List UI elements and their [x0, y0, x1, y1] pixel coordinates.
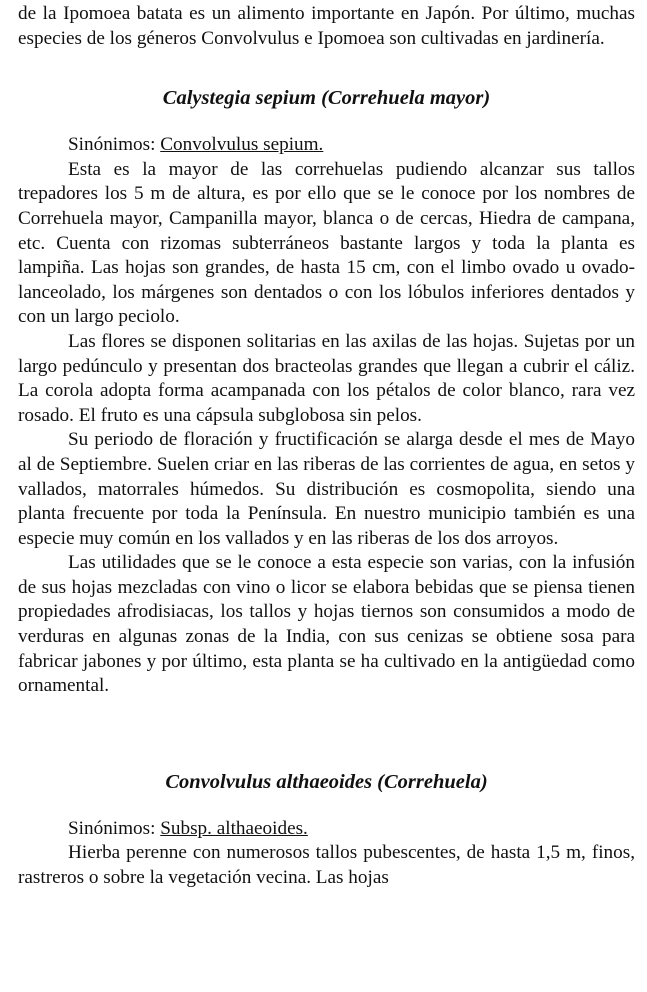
body-paragraph: Hierba perenne con numerosos tallos pubescentes, de hasta 1,5 m, finos, rastreros o sobre la vegetación vecina. Las hojas [18, 842, 635, 889]
synonyms-line [18, 817, 635, 842]
section-calystegia [18, 133, 635, 699]
document-page [18, 2, 635, 891]
body-paragraph: Las flores se disponen solitarias en las axilas de las hojas. Sujetas por un largo pedúnculo y presentan dos bracteolas grandes que llegan a cubrir el cáliz. La corola adopta forma acampanada con los pétalos de color blanco, rara vez rosado. El fruto es una cápsula subglobosa sin pelos. [18, 330, 635, 426]
body-paragraph: Las utilidades que se le conoce a esta especie son varias, con la infusión de sus hojas mezcladas con vino o licor se elabora bebidas que se piensa tienen propiedades afrodisiacas, los tallos y hojas tiernos son consumidos a modo de verduras en algunas zonas de la India, con sus cenizas se obtiene sosa para fabricar jabones y por último, esta planta se ha cultivado en la antigüedad como ornamental. [18, 552, 635, 697]
synonyms-value: Convolvulus sepium. [160, 134, 324, 156]
synonyms-line [18, 133, 635, 158]
body-paragraph: Su periodo de floración y fructificación se alarga desde el mes de Mayo al de Septiembre. Suelen criar en las riberas de las corrientes de agua, en setos y vallados, matorrales húmedos. Su distribución es cosmopolita, siendo una planta frecuente por toda la Península. En nuestro municipio también es una especie muy común en los vallados y en las riberas de los dos arroyos. [18, 429, 635, 549]
section-heading-convolvulus [18, 769, 635, 795]
section-heading-calystegia [18, 85, 635, 111]
synonyms-label: Sinónimos: [68, 817, 161, 839]
synonyms-value: Subsp. althaeoides. [160, 817, 308, 839]
section-convolvulus [18, 817, 635, 891]
section-title: Calystegia sepium (Correhuela mayor) [162, 87, 491, 110]
intro-paragraph: de la Ipomoea batata es un alimento importante en Japón. Por último, muchas especies de los géneros Convolvulus e Ipomoea son cultivadas en jardinería. [18, 3, 635, 49]
section-title: Convolvulus althaeoides (Correhuela) [165, 770, 488, 793]
synonyms-label: Sinónimos: [68, 134, 161, 156]
body-paragraph: Esta es la mayor de las correhuelas pudiendo alcanzar sus tallos trepadores los 5 m de altura, es por ello que se le conoce por los nombres de Correhuela mayor, Campanilla mayor, blanca o de cercas, Hiedra de campana, etc. Cuenta con rizomas subterráneos bastante largos y toda la planta es lampiña. Las hojas son grandes, de hasta 15 cm, con el limbo ovado u ovado-lanceolado, los márgenes son dentados o con los lóbulos inferiores dentados y con un largo peciolo. [18, 158, 635, 328]
